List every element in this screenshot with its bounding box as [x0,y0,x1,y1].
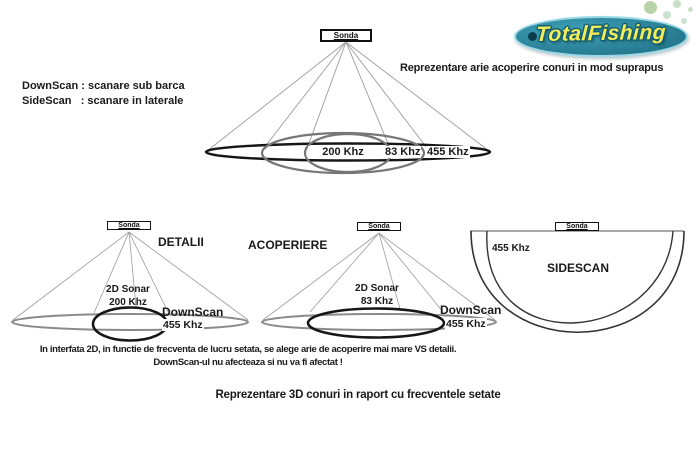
sidescan-title: SIDESCAN [546,261,609,275]
detail-sonar-label [93,283,163,309]
overlap-freq-455: 455 Khz [427,146,469,158]
coverage-sonar-type: 2D Sonar [355,283,399,294]
overlap-freq-83: 83 Khz [385,146,421,158]
sonda-box-overlap [320,29,372,42]
totalfishing-logo [500,0,696,62]
sonda-label: Sonda [333,31,359,40]
sonda-label: Sonda [566,223,588,230]
detail-flat-freq: 455 Khz [163,319,203,331]
logo-fish-oval [514,16,688,57]
fan-line [308,42,346,146]
detail-sonar-type: 2D Sonar [106,284,150,295]
legend-downscan: DownScan : scanare sub barca [22,80,185,92]
fan-line [207,42,346,151]
coverage-83-ellipse [308,309,444,338]
fan-line [346,42,389,146]
sonda-box-sidescan [555,222,599,231]
legend-sidescan: SideScan : scanare in laterale [22,95,184,107]
bottom-caption: Reprezentare 3D conuri in raport cu frecventele setate [215,389,501,401]
logo-text: TotalFishing [535,20,667,47]
bubble-icon [663,11,671,19]
bubble-icon [673,0,681,8]
overlap-title: Reprezentare arie acoperire conuri in mod suprapus [400,62,664,74]
sonda-box-detail [107,221,151,230]
note-line-2: DownScan-ul nu afecteaza si nu va fi afectat ! [153,357,343,368]
sonda-box-coverage [357,222,401,231]
coverage-flat-freq: 455 Khz [446,318,486,330]
coverage-sonar-label [342,282,412,308]
detail-title: DETALII [158,235,204,249]
coverage-downscan-label: DownScan [440,303,502,317]
sonda-label: Sonda [368,223,390,230]
coverage-title: ACOPERIERE [248,238,328,252]
sidescan-freq: 455 Khz [492,243,530,254]
detail-sonar-freq: 200 Khz [109,297,147,308]
detail-downscan-label: DownScan [162,305,224,319]
bubble-icon [644,1,657,14]
sonda-label: Sonda [118,222,140,229]
overlap-freq-200: 200 Khz [308,146,378,158]
coverage-sonar-freq: 83 Khz [360,296,394,307]
bubble-icon [688,7,693,12]
detail-200-ellipse [93,308,167,341]
note-line-1: In interfata 2D, in functie de frecventa de lucru setata, se alege arie de acoperire mai mare VS detalii. [39,344,457,355]
